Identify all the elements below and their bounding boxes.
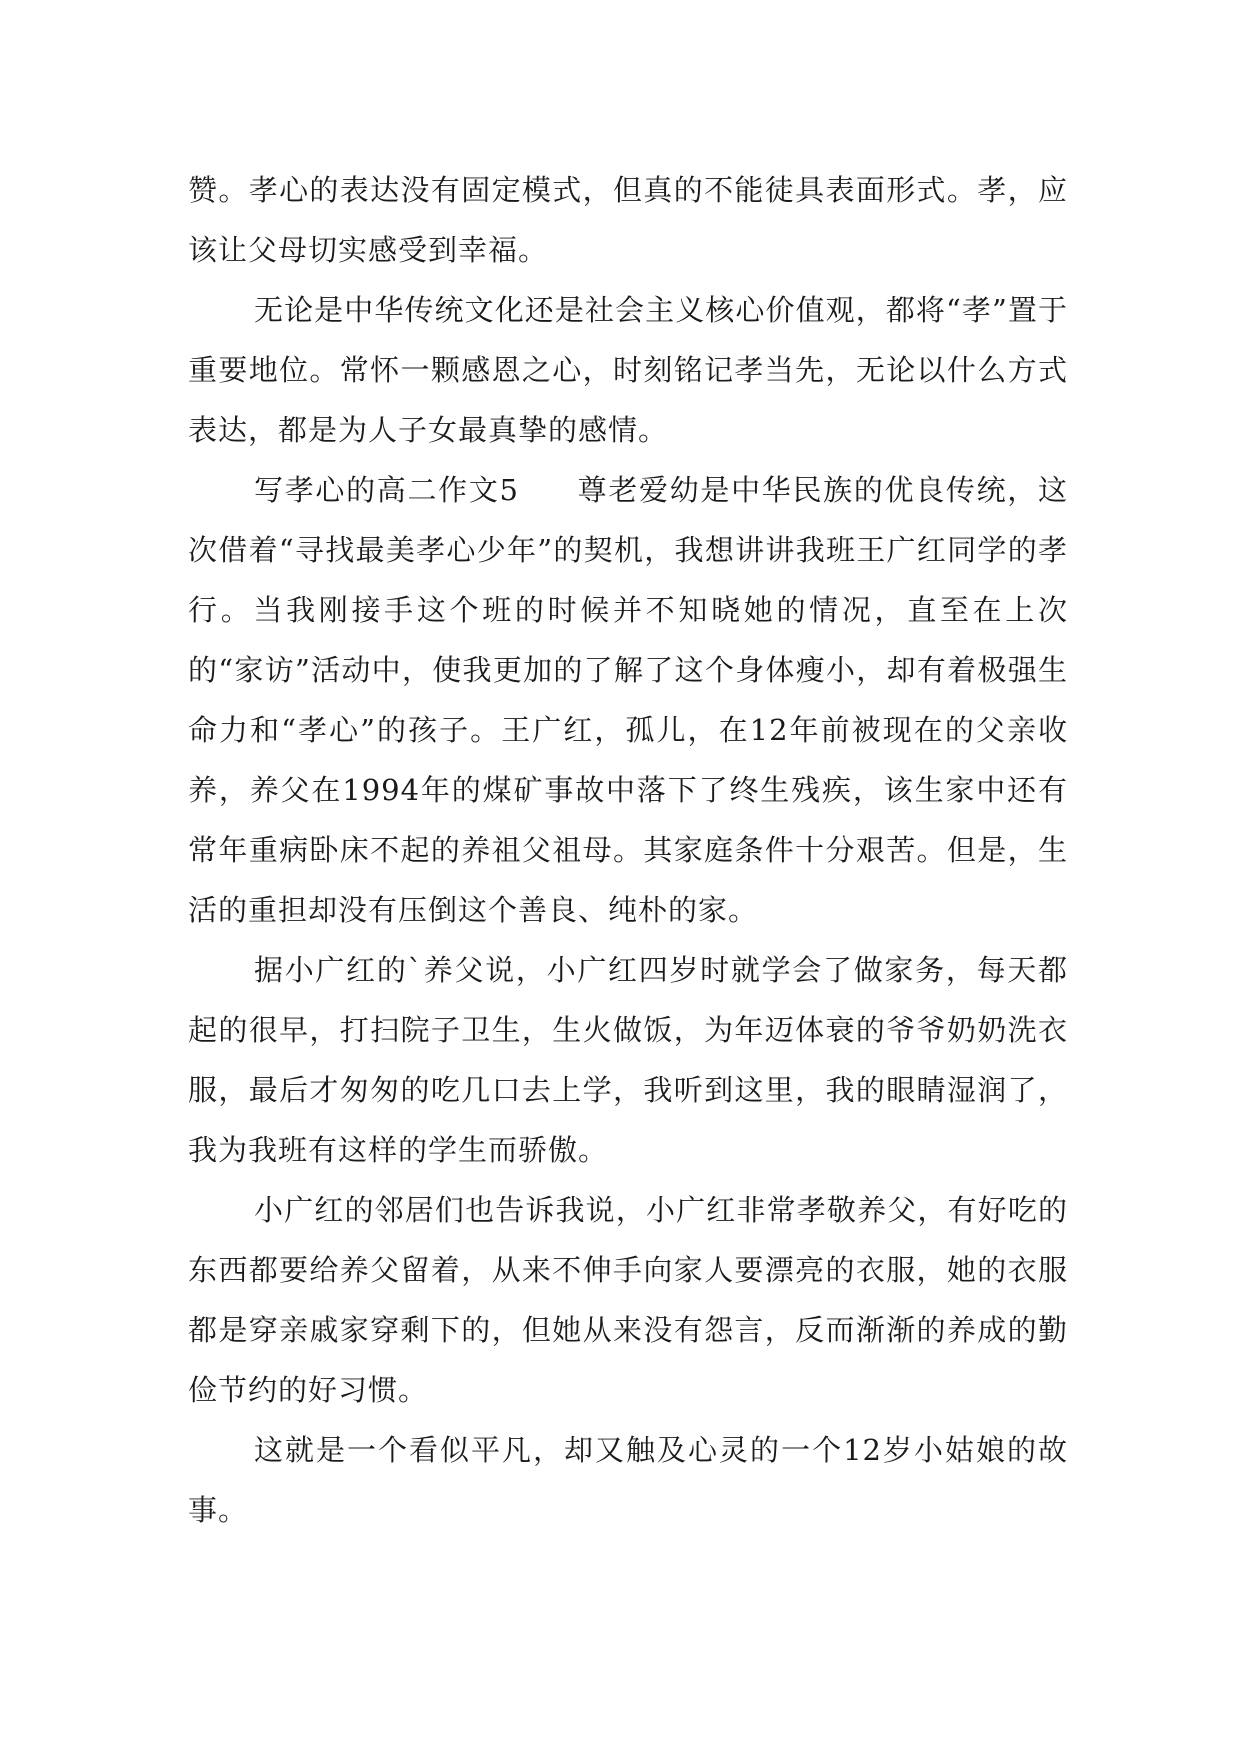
paragraph-4: 据小广红的`养父说，小广红四岁时就学会了做家务，每天都起的很早，打扫院子卫生，生火做饭，为年迈体衰的爷爷奶奶洗衣服，最后才匆匆的吃几口去上学，我听到这里，我的眼睛湿润了，我为我班有这样的学生而骄傲。 [188, 953, 1068, 1167]
essay-heading: 写孝心的高二作文5 [254, 473, 519, 507]
paragraph-1: 赞。孝心的表达没有固定模式，但真的不能徒具表面形式。孝，应该让父母切实感受到幸福。 [188, 173, 1068, 267]
document-page [188, 160, 1068, 1540]
essay-opening: 尊老爱幼是中华民族的优良传统， [576, 473, 1038, 507]
paragraph-6: 这就是一个看似平凡，却又触及心灵的一个12岁小姑娘的故事。 [188, 1433, 1068, 1527]
paragraph-3 [188, 460, 1068, 940]
paragraph-5: 小广红的邻居们也告诉我说，小广红非常孝敬养父，有好吃的东西都要给养父留着，从来不伸手向家人要漂亮的衣服，她的衣服都是穿亲戚家穿剩下的，但她从来没有怨言，反而渐渐的养成的勤俭节约的好习惯。 [188, 1193, 1068, 1407]
paragraph-3-body: 这次借着“寻找最美孝心少年”的契机，我想讲讲我班王广红同学的孝行。当我刚接手这个班的时候并不知晓她的情况，直至在上次的“家访”活动中，使我更加的了解了这个身体瘦小，却有着极强生命力和“孝心”的孩子。王广红，孤儿，在12年前被现在的父亲收养，养父在1994年的煤矿事故中落下了终生残疾，该生家中还有常年重病卧床不起的养祖父祖母。其家庭条件十分艰苦。但是，生活的重担却没有压倒这个善良、纯朴的家。 [188, 473, 1068, 927]
paragraph-2: 无论是中华传统文化还是社会主义核心价值观，都将“孝”置于重要地位。常怀一颗感恩之心，时刻铭记孝当先，无论以什么方式表达，都是为人子女最真挚的感情。 [188, 293, 1068, 447]
